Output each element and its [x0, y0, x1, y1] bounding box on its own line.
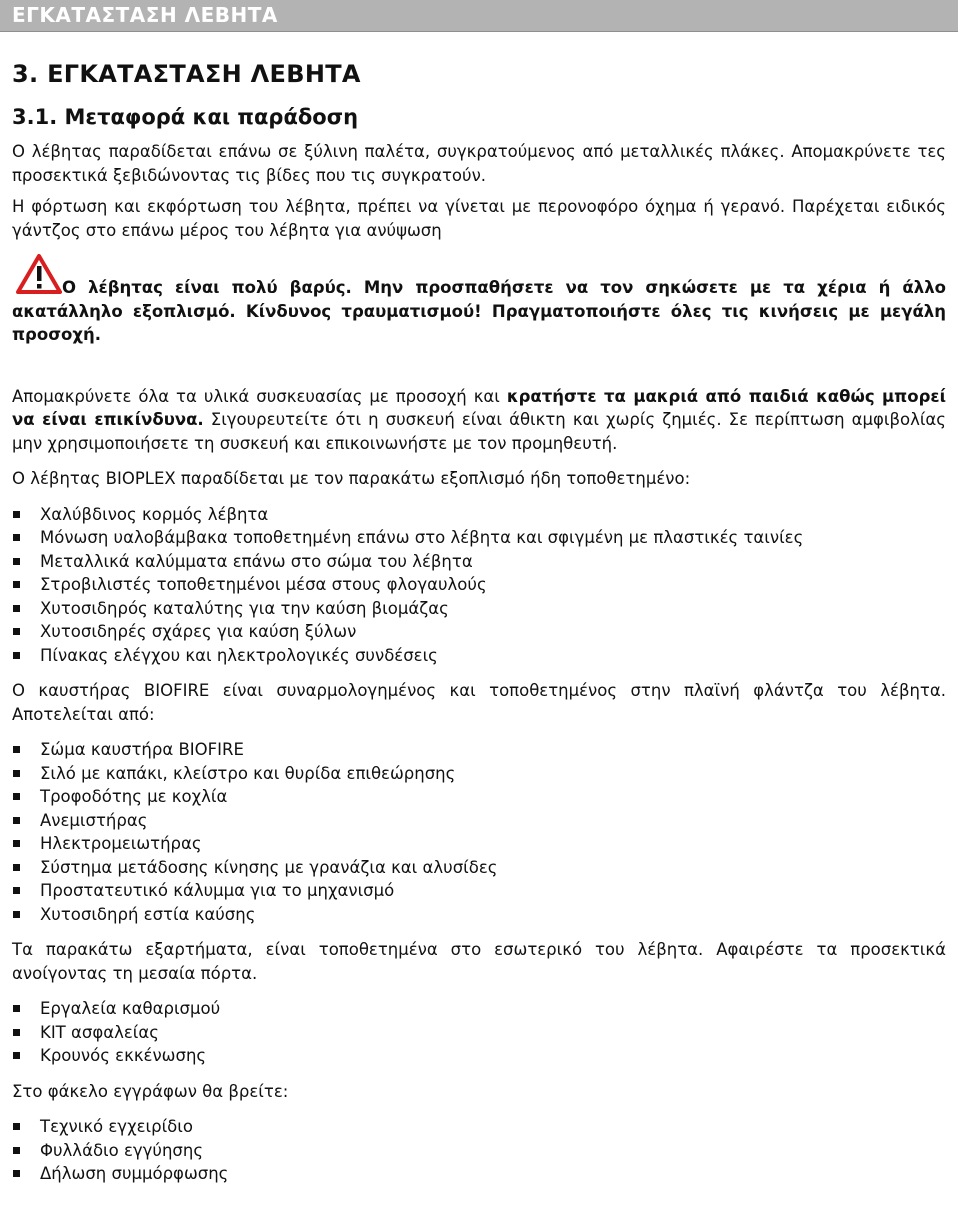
- list-item: [12, 597, 946, 621]
- list-item: [12, 1139, 946, 1163]
- square-bullet-icon: [13, 817, 20, 824]
- square-bullet-icon: [13, 1170, 20, 1177]
- square-bullet-icon: [13, 1005, 20, 1012]
- list-item: [12, 503, 946, 527]
- square-bullet-icon: [13, 887, 20, 894]
- packaging-text-bold: κρατήστε τα μακριά από παιδιά καθώς μπορεί να είναι επικίνδυνα.: [12, 386, 946, 429]
- square-bullet-icon: [13, 840, 20, 847]
- list-item: [12, 1115, 946, 1139]
- square-bullet-icon: [13, 746, 20, 753]
- list-item: [12, 526, 946, 550]
- square-bullet-icon: [13, 605, 20, 612]
- list-item-text: Σώμα καυστήρα BIOFIRE: [40, 740, 244, 759]
- header-title: ΕΓΚΑΤΑΣΤΑΣΗ ΛΕΒΗΤΑ: [12, 3, 278, 27]
- list-item: [12, 762, 946, 786]
- list-internal-accessories: [12, 997, 946, 1068]
- list-item-text: Τεχνικό εγχειρίδιο: [40, 1117, 193, 1136]
- list-item-text: Χαλύβδινος κορμός λέβητα: [40, 504, 269, 524]
- list-item-text: Κρουνός εκκένωσης: [40, 1046, 207, 1065]
- packaging-text-start: Απομακρύνετε όλα τα υλικά συσκευασίας με προσοχή και: [12, 386, 507, 406]
- paragraph-biofire: Ο καυστήρας BIOFIRE είναι συναρμολογημένος και τοποθετημένος στην πλαϊνή φλάντζα του λέβητα. Αποτελείται από:: [12, 681, 946, 724]
- list-item-text: Μόνωση υαλοβάμβακα τοποθετημένη επάνω στο λέβητα και σφιγμένη με πλαστικές ταινίες: [40, 528, 804, 547]
- list-item-text: Δήλωση συμμόρφωσης: [40, 1164, 229, 1183]
- list-item: [12, 903, 946, 927]
- warning-triangle-icon: [16, 254, 62, 294]
- list-item: [12, 809, 946, 833]
- list-item-text: Στροβιλιστές τοποθετημένοι μέσα στους φλογαυλούς: [40, 575, 487, 594]
- packaging-text-end: Σιγουρευτείτε ότι η συσκευή είναι άθικτη και χωρίς ζημιές. Σε περίπτωση αμφιβολίας μην χρησιμοποιήσετε τη συσκευή και επικοινωνήστε με τον προμηθευτή.: [12, 410, 946, 453]
- list-item: [12, 856, 946, 880]
- list-item: [12, 879, 946, 903]
- list-item-text: Τροφοδότης με κοχλία: [40, 787, 228, 806]
- list-item: [12, 573, 946, 597]
- section-title: 3. ΕΓΚΑΤΑΣΤΑΣΗ ΛΕΒΗΤΑ: [12, 60, 361, 88]
- warning-block: [12, 254, 946, 347]
- document-content: [12, 56, 946, 1186]
- square-bullet-icon: [13, 581, 20, 588]
- square-bullet-icon: [13, 911, 20, 918]
- list-item: [12, 1162, 946, 1186]
- list-item-text: Ηλεκτρομειωτήρας: [40, 834, 202, 853]
- warning-text: Ο λέβητας είναι πολύ βαρύς. Μην προσπαθήσετε να τον σηκώσετε με τα χέρια ή άλλο ακατάλληλο εξοπλισμό. Κίνδυνος τραυματισμού! Πραγματοποιήστε όλες τις κινήσεις με μεγάλη προσοχή.: [12, 278, 946, 344]
- list-item-text: Χυτοσιδηρός καταλύτης για την καύση βιομάζας: [40, 598, 449, 618]
- square-bullet-icon: [13, 793, 20, 800]
- square-bullet-icon: [13, 1123, 20, 1130]
- list-biofire-parts: [12, 738, 946, 926]
- list-item-text: Πίνακας ελέγχου και ηλεκτρολογικές συνδέσεις: [40, 645, 438, 665]
- square-bullet-icon: [13, 534, 20, 541]
- list-item-text: Ανεμιστήρας: [40, 810, 148, 830]
- square-bullet-icon: [13, 558, 20, 565]
- list-item-text: Χυτοσιδηρή εστία καύσης: [40, 904, 256, 924]
- paragraph-delivery: Ο λέβητας παραδίδεται επάνω σε ξύλινη παλέτα, συγκρατούμενος από μεταλλικές πλάκες. Απομακρύνετε τες προσεκτικά ξεβιδώνοντας τις βίδες που τις συγκρατούν.: [12, 142, 946, 185]
- list-item: [12, 550, 946, 574]
- subsection-title: 3.1. Μεταφορά και παράδοση: [12, 105, 359, 129]
- paragraph-internal-accessories: Τα παρακάτω εξαρτήματα, είναι τοποθετημένα στο εσωτερικό του λέβητα. Αφαιρέστε τα προσεκτικά ανοίγοντας τη μεσαία πόρτα.: [12, 940, 946, 983]
- list-item-text: KIT ασφαλείας: [40, 1022, 159, 1042]
- square-bullet-icon: [13, 1052, 20, 1059]
- list-item-text: Χυτοσιδηρές σχάρες για καύση ξύλων: [40, 622, 357, 641]
- paragraph-packaging: [12, 385, 946, 456]
- list-item-text: Φυλλάδιο εγγύησης: [40, 1140, 204, 1160]
- list-item: [12, 832, 946, 856]
- list-item-text: Σύστημα μετάδοσης κίνησης με γρανάζια και αλυσίδες: [40, 857, 498, 877]
- square-bullet-icon: [13, 628, 20, 635]
- square-bullet-icon: [13, 1029, 20, 1036]
- square-bullet-icon: [13, 652, 20, 659]
- list-item: [12, 997, 946, 1021]
- paragraph-lifting: Η φόρτωση και εκφόρτωση του λέβητα, πρέπει να γίνεται με περονοφόρο όχημα ή γερανό. Παρέχεται ειδικός γάντζος στο επάνω μέρος του λέβητα για ανύψωση: [12, 197, 946, 240]
- list-bioplex-equipment: [12, 503, 946, 668]
- list-item: [12, 785, 946, 809]
- header-bar: [0, 0, 958, 32]
- list-item-text: Σιλό με καπάκι, κλείστρο και θυρίδα επιθεώρησης: [40, 763, 456, 783]
- list-item: [12, 1044, 946, 1068]
- list-documents: [12, 1115, 946, 1186]
- square-bullet-icon: [13, 511, 20, 518]
- list-item: [12, 1021, 946, 1045]
- square-bullet-icon: [13, 864, 20, 871]
- list-item-text: Προστατευτικό κάλυμμα για το μηχανισμό: [40, 881, 395, 900]
- square-bullet-icon: [13, 770, 20, 777]
- list-item-text: Μεταλλικά καλύμματα επάνω στο σώμα του λέβητα: [40, 551, 473, 571]
- list-item: [12, 644, 946, 668]
- square-bullet-icon: [13, 1147, 20, 1154]
- list-item: [12, 738, 946, 762]
- list-item: [12, 620, 946, 644]
- list-item-text: Εργαλεία καθαρισμού: [40, 999, 221, 1018]
- paragraph-documents: Στο φάκελο εγγράφων θα βρείτε:: [12, 1081, 289, 1101]
- paragraph-bioplex-equipment: Ο λέβητας BIOPLEX παραδίδεται με τον παρακάτω εξοπλισμό ήδη τοποθετημένο:: [12, 469, 691, 488]
